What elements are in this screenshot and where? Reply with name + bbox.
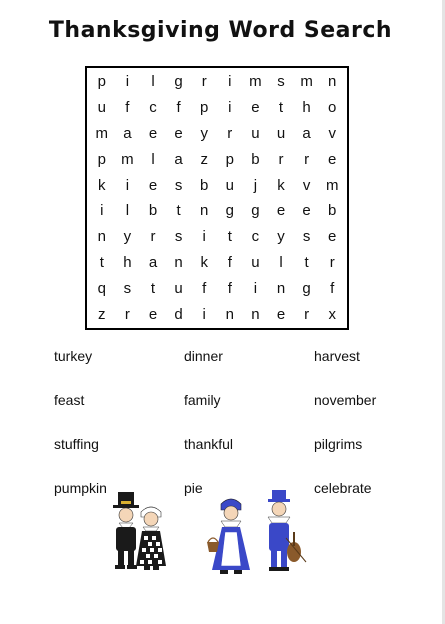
grid-letter: e [148, 305, 158, 323]
word-list-item: celebrate [314, 480, 372, 496]
grid-letter: f [227, 279, 232, 297]
grid-letter: t [150, 279, 156, 297]
grid-letter: p [97, 150, 106, 168]
grid-letter: u [97, 99, 106, 117]
grid-letter: r [227, 124, 233, 142]
grid-letter: r [201, 73, 207, 91]
grid-letter: m [95, 124, 109, 142]
grid-letter: s [302, 228, 311, 246]
grid-letter: q [97, 279, 106, 297]
grid-letter: d [174, 305, 183, 323]
grid-letter: l [151, 150, 155, 168]
grid-letter: n [251, 305, 260, 323]
grid-letter: c [149, 99, 157, 117]
grid-letter: t [176, 202, 181, 220]
grid-letter: r [278, 150, 284, 168]
grid-letter: f [227, 253, 232, 271]
grid-letter: k [200, 253, 208, 271]
grid-letter: o [328, 99, 337, 117]
grid-letter: b [251, 150, 260, 168]
grid-letter: g [251, 202, 260, 220]
grid-letter: a [302, 124, 311, 142]
grid-letter: z [98, 305, 106, 323]
word-list-item: harvest [314, 348, 360, 364]
grid-letter: n [174, 253, 183, 271]
word-list-item: dinner [184, 348, 223, 364]
grid-letter: h [123, 253, 132, 271]
grid-letter: i [228, 73, 232, 91]
grid-letter: e [328, 150, 337, 168]
pilgrim-man-figure [113, 492, 139, 569]
grid-letter: s [174, 176, 183, 194]
grid-letter: i [202, 305, 206, 323]
grid-letter: p [225, 150, 234, 168]
word-list-item: november [314, 392, 377, 408]
grid-letter: u [251, 253, 260, 271]
grid-letter: l [279, 253, 283, 271]
pilgrim-woman-figure [207, 499, 250, 574]
grid-letter: t [278, 99, 284, 117]
word-search-grid [85, 66, 349, 330]
grid-letter: i [100, 202, 104, 220]
grid-letter: m [249, 73, 262, 91]
grid-letter: b [148, 202, 158, 220]
page-title: Thanksgiving Word Search [48, 18, 393, 43]
word-list-item: pie [184, 480, 203, 496]
grid-letter: i [202, 228, 206, 246]
grid-letter: r [329, 253, 335, 271]
grid-letter: s [174, 228, 183, 246]
grid-letter: e [148, 124, 158, 142]
grid-letter: e [302, 202, 311, 220]
grid-letter: v [328, 124, 336, 142]
grid-letter: g [225, 202, 234, 220]
grid-letter: r [150, 228, 156, 246]
grid-letter: p [97, 73, 106, 91]
grid-letter: r [304, 150, 310, 168]
word-list-item: feast [54, 392, 85, 408]
grid-letter: i [125, 176, 130, 194]
grid-letter: g [174, 73, 183, 91]
grid-letter: i [125, 73, 130, 91]
grid-letter: l [125, 202, 130, 220]
grid-letter: i [253, 279, 258, 297]
grid-letter: s [123, 279, 132, 297]
pilgrims-illustration [108, 490, 318, 582]
word-list-item: turkey [54, 348, 93, 364]
grid-letter: z [200, 150, 208, 168]
grid-letter: n [97, 228, 106, 246]
grid-letter: m [121, 150, 134, 168]
word-list-item: pumpkin [54, 480, 107, 496]
grid-letter: g [302, 279, 311, 297]
grid-letter: b [200, 176, 209, 194]
grid-letter: h [302, 99, 311, 117]
grid-letter: k [277, 176, 285, 194]
word-list-item: stuffing [54, 436, 99, 452]
word-list-item: family [184, 392, 221, 408]
word-list-item: thankful [184, 436, 234, 452]
grid-letter: r [304, 305, 310, 323]
grid-letter: u [225, 176, 234, 194]
grid-letter: f [330, 279, 335, 297]
grid-letter: u [174, 279, 183, 297]
grid-letter: m [300, 73, 313, 91]
grid-letter: y [277, 228, 285, 246]
grid-letter: x [328, 305, 336, 323]
grid-letter: r [124, 305, 130, 323]
grid-letter: c [251, 228, 260, 246]
grid-letter: b [328, 202, 337, 220]
grid-letter: u [251, 124, 260, 142]
pilgrim-girl-figure [136, 507, 166, 570]
grid-letter: a [123, 124, 132, 142]
grid-letter: e [174, 124, 183, 142]
grid-letter: e [328, 228, 337, 246]
grid-letter: y [200, 124, 208, 142]
grid-letter: m [325, 176, 339, 194]
grid-letter: t [99, 253, 104, 271]
grid-letter: n [276, 279, 286, 297]
grid-letter: y [123, 228, 132, 246]
grid-letter: a [174, 150, 183, 168]
grid-letter: t [304, 253, 309, 271]
grid-letter: v [302, 176, 311, 194]
word-list-item: pilgrims [314, 436, 363, 452]
grid-letter: l [151, 73, 155, 91]
grid-letter: f [176, 99, 181, 117]
grid-letter: n [200, 202, 209, 220]
grid-letter: e [251, 99, 260, 117]
grid-letter: a [148, 253, 158, 271]
grid-letter: e [276, 202, 286, 220]
grid-letter: e [276, 305, 286, 323]
pilgrim-boy-figure [268, 490, 306, 571]
grid-letter: k [98, 176, 106, 194]
grid-letter: n [328, 73, 337, 91]
grid-letter: p [200, 99, 209, 117]
grid-letter: i [228, 99, 232, 117]
grid-letter: e [148, 176, 158, 194]
grid-letter: j [253, 176, 258, 194]
grid-letter: f [202, 279, 207, 297]
grid-letter: t [227, 228, 232, 246]
grid-letter: f [125, 99, 130, 117]
grid-letter: n [225, 305, 234, 323]
grid-letter: u [276, 124, 286, 142]
grid-letter: s [277, 73, 285, 91]
